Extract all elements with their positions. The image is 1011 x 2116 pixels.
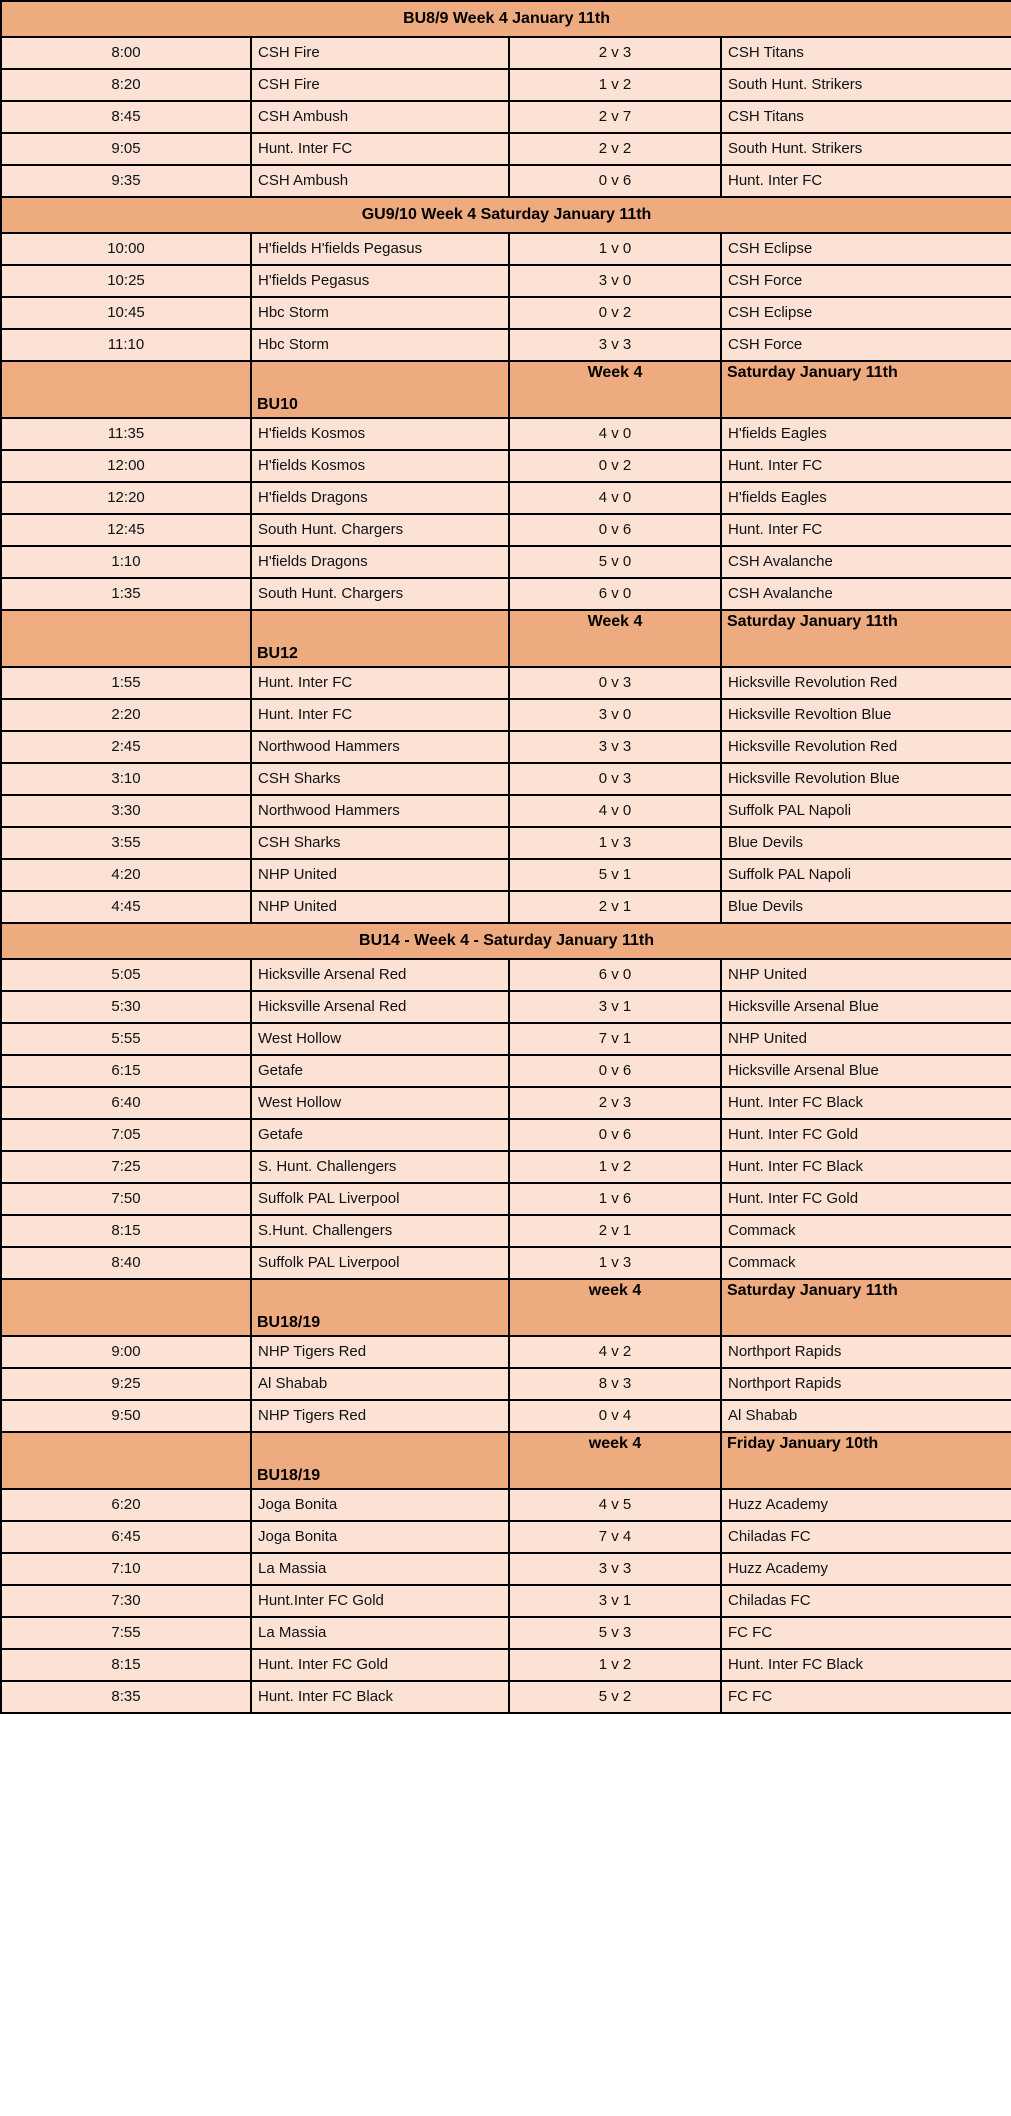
game-row [1,482,1011,514]
game-score: 4 v 5 [509,1489,721,1521]
game-row [1,763,1011,795]
game-time: 1:55 [1,667,251,699]
game-row [1,233,1011,265]
game-time: 7:25 [1,1151,251,1183]
game-score: 3 v 3 [509,329,721,361]
home-team: NHP United [251,891,509,923]
game-row [1,1585,1011,1617]
game-row [1,329,1011,361]
game-time: 8:35 [1,1681,251,1713]
game-row [1,731,1011,763]
game-row [1,1247,1011,1279]
away-team: CSH Eclipse [721,297,1011,329]
game-time: 4:45 [1,891,251,923]
section-header-date: Saturday January 11th [721,610,1011,667]
game-time: 9:05 [1,133,251,165]
home-team: CSH Sharks [251,763,509,795]
away-team: CSH Avalanche [721,546,1011,578]
game-row [1,1400,1011,1432]
home-team: S. Hunt. Challengers [251,1151,509,1183]
game-time: 8:15 [1,1215,251,1247]
game-time: 10:45 [1,297,251,329]
section-header-bu12 [1,610,1011,667]
away-team: Northport Rapids [721,1368,1011,1400]
game-row [1,297,1011,329]
away-team: Chiladas FC [721,1521,1011,1553]
away-team: Hunt. Inter FC Gold [721,1119,1011,1151]
game-score: 1 v 6 [509,1183,721,1215]
home-team: Hunt. Inter FC [251,133,509,165]
game-score: 1 v 2 [509,69,721,101]
away-team: FC FC [721,1681,1011,1713]
game-score: 3 v 3 [509,1553,721,1585]
game-time: 4:20 [1,859,251,891]
game-row [1,1617,1011,1649]
game-time: 1:35 [1,578,251,610]
game-time: 11:35 [1,418,251,450]
game-score: 2 v 7 [509,101,721,133]
game-score: 4 v 0 [509,795,721,827]
game-row [1,1368,1011,1400]
game-row [1,133,1011,165]
away-team: Huzz Academy [721,1489,1011,1521]
home-team: Getafe [251,1119,509,1151]
home-team: Hbc Storm [251,297,509,329]
game-score: 0 v 6 [509,165,721,197]
game-time: 6:40 [1,1087,251,1119]
game-time: 6:20 [1,1489,251,1521]
away-team: Commack [721,1215,1011,1247]
section-header-week: week 4 [509,1432,721,1489]
game-score: 6 v 0 [509,959,721,991]
game-time: 1:10 [1,546,251,578]
home-team: Al Shabab [251,1368,509,1400]
away-team: Hunt. Inter FC Black [721,1087,1011,1119]
game-row [1,1553,1011,1585]
game-time: 5:05 [1,959,251,991]
away-team: NHP United [721,959,1011,991]
home-team: Joga Bonita [251,1521,509,1553]
away-team: Hicksville Revolution Red [721,667,1011,699]
game-time: 12:20 [1,482,251,514]
game-time: 8:00 [1,37,251,69]
section-header-bu8-9 [1,1,1011,37]
away-team: Hunt. Inter FC [721,450,1011,482]
game-row [1,101,1011,133]
game-row [1,795,1011,827]
away-team: CSH Titans [721,37,1011,69]
away-team: Huzz Academy [721,1553,1011,1585]
game-time: 7:55 [1,1617,251,1649]
section-header-spacer [1,1432,251,1489]
home-team: H'fields H'fields Pegasus [251,233,509,265]
home-team: H'fields Pegasus [251,265,509,297]
game-row [1,1119,1011,1151]
section-header-title: BU14 - Week 4 - Saturday January 11th [1,923,1011,959]
game-row [1,1183,1011,1215]
home-team: Hunt. Inter FC [251,699,509,731]
home-team: H'fields Dragons [251,482,509,514]
game-score: 2 v 1 [509,891,721,923]
home-team: Hunt. Inter FC Gold [251,1649,509,1681]
game-score: 1 v 3 [509,1247,721,1279]
game-score: 2 v 1 [509,1215,721,1247]
home-team: CSH Fire [251,69,509,101]
game-row [1,450,1011,482]
section-header-title: BU8/9 Week 4 January 11th [1,1,1011,37]
game-row [1,1215,1011,1247]
game-score: 1 v 2 [509,1649,721,1681]
away-team: NHP United [721,1023,1011,1055]
away-team: Hicksville Revolution Red [721,731,1011,763]
section-header-gu9-10 [1,197,1011,233]
game-time: 7:50 [1,1183,251,1215]
away-team: H'fields Eagles [721,418,1011,450]
away-team: Northport Rapids [721,1336,1011,1368]
home-team: Hbc Storm [251,329,509,361]
game-score: 4 v 2 [509,1336,721,1368]
game-row [1,699,1011,731]
home-team: H'fields Dragons [251,546,509,578]
game-time: 8:15 [1,1649,251,1681]
game-score: 3 v 0 [509,265,721,297]
game-score: 2 v 3 [509,37,721,69]
away-team: Hicksville Revolution Blue [721,763,1011,795]
home-team: Hunt. Inter FC [251,667,509,699]
away-team: Hunt. Inter FC Black [721,1151,1011,1183]
section-header-group: BU10 [251,361,509,418]
home-team: Northwood Hammers [251,795,509,827]
home-team: Hunt.Inter FC Gold [251,1585,509,1617]
game-time: 6:45 [1,1521,251,1553]
game-row [1,69,1011,101]
game-row [1,667,1011,699]
away-team: CSH Avalanche [721,578,1011,610]
home-team: South Hunt. Chargers [251,514,509,546]
game-score: 0 v 3 [509,763,721,795]
section-header-bu10 [1,361,1011,418]
game-time: 7:10 [1,1553,251,1585]
home-team: CSH Ambush [251,165,509,197]
game-time: 3:30 [1,795,251,827]
game-time: 2:45 [1,731,251,763]
game-row [1,859,1011,891]
game-row [1,578,1011,610]
game-row [1,37,1011,69]
game-score: 4 v 0 [509,418,721,450]
section-header-week: week 4 [509,1279,721,1336]
away-team: H'fields Eagles [721,482,1011,514]
game-score: 1 v 2 [509,1151,721,1183]
game-score: 1 v 0 [509,233,721,265]
game-row [1,1649,1011,1681]
game-score: 1 v 3 [509,827,721,859]
game-score: 0 v 4 [509,1400,721,1432]
away-team: Hicksville Revoltion Blue [721,699,1011,731]
home-team: Hunt. Inter FC Black [251,1681,509,1713]
game-row [1,546,1011,578]
schedule-body [1,1,1011,1713]
game-row [1,1336,1011,1368]
game-score: 3 v 1 [509,991,721,1023]
game-time: 5:55 [1,1023,251,1055]
home-team: Northwood Hammers [251,731,509,763]
section-header-group: BU18/19 [251,1432,509,1489]
game-row [1,1681,1011,1713]
game-time: 9:25 [1,1368,251,1400]
section-header-title: GU9/10 Week 4 Saturday January 11th [1,197,1011,233]
game-time: 9:50 [1,1400,251,1432]
game-row [1,1055,1011,1087]
game-row [1,959,1011,991]
game-row [1,418,1011,450]
game-score: 2 v 2 [509,133,721,165]
game-score: 0 v 3 [509,667,721,699]
game-row [1,1023,1011,1055]
away-team: Hunt. Inter FC [721,165,1011,197]
section-header-spacer [1,610,251,667]
game-score: 3 v 0 [509,699,721,731]
section-header-bu18-19 [1,1432,1011,1489]
game-score: 4 v 0 [509,482,721,514]
game-score: 3 v 1 [509,1585,721,1617]
game-time: 8:45 [1,101,251,133]
game-time: 9:35 [1,165,251,197]
section-header-group: BU12 [251,610,509,667]
away-team: CSH Force [721,329,1011,361]
game-score: 8 v 3 [509,1368,721,1400]
away-team: Hunt. Inter FC [721,514,1011,546]
home-team: La Massia [251,1553,509,1585]
game-score: 0 v 2 [509,450,721,482]
away-team: Chiladas FC [721,1585,1011,1617]
home-team: H'fields Kosmos [251,450,509,482]
away-team: FC FC [721,1617,1011,1649]
game-score: 7 v 4 [509,1521,721,1553]
section-header-week: Week 4 [509,361,721,418]
section-header-spacer [1,361,251,418]
game-time: 10:00 [1,233,251,265]
away-team: CSH Force [721,265,1011,297]
game-score: 5 v 3 [509,1617,721,1649]
away-team: Suffolk PAL Napoli [721,795,1011,827]
home-team: CSH Sharks [251,827,509,859]
game-time: 2:20 [1,699,251,731]
away-team: Al Shabab [721,1400,1011,1432]
section-header-bu14 [1,923,1011,959]
section-header-date: Friday January 10th [721,1432,1011,1489]
home-team: CSH Fire [251,37,509,69]
game-score: 6 v 0 [509,578,721,610]
section-header-date: Saturday January 11th [721,361,1011,418]
home-team: Hicksville Arsenal Red [251,959,509,991]
home-team: South Hunt. Chargers [251,578,509,610]
away-team: South Hunt. Strikers [721,133,1011,165]
game-row [1,991,1011,1023]
section-header-group: BU18/19 [251,1279,509,1336]
section-header-spacer [1,1279,251,1336]
game-row [1,165,1011,197]
game-time: 3:10 [1,763,251,795]
away-team: Hicksville Arsenal Blue [721,991,1011,1023]
game-time: 3:55 [1,827,251,859]
game-time: 8:40 [1,1247,251,1279]
game-score: 0 v 2 [509,297,721,329]
game-time: 6:15 [1,1055,251,1087]
away-team: South Hunt. Strikers [721,69,1011,101]
home-team: NHP United [251,859,509,891]
away-team: CSH Eclipse [721,233,1011,265]
game-time: 8:20 [1,69,251,101]
home-team: Joga Bonita [251,1489,509,1521]
away-team: Hicksville Arsenal Blue [721,1055,1011,1087]
game-score: 5 v 1 [509,859,721,891]
game-time: 5:30 [1,991,251,1023]
game-score: 0 v 6 [509,1119,721,1151]
home-team: West Hollow [251,1087,509,1119]
home-team: CSH Ambush [251,101,509,133]
game-time: 9:00 [1,1336,251,1368]
away-team: CSH Titans [721,101,1011,133]
game-score: 0 v 6 [509,1055,721,1087]
away-team: Commack [721,1247,1011,1279]
away-team: Hunt. Inter FC Black [721,1649,1011,1681]
game-row [1,514,1011,546]
away-team: Blue Devils [721,827,1011,859]
game-row [1,1521,1011,1553]
home-team: NHP Tigers Red [251,1400,509,1432]
home-team: Hicksville Arsenal Red [251,991,509,1023]
game-row [1,1151,1011,1183]
home-team: La Massia [251,1617,509,1649]
game-score: 0 v 6 [509,514,721,546]
home-team: S.Hunt. Challengers [251,1215,509,1247]
home-team: Getafe [251,1055,509,1087]
game-score: 5 v 0 [509,546,721,578]
home-team: West Hollow [251,1023,509,1055]
game-time: 12:00 [1,450,251,482]
game-row [1,265,1011,297]
game-time: 11:10 [1,329,251,361]
game-score: 3 v 3 [509,731,721,763]
home-team: Suffolk PAL Liverpool [251,1183,509,1215]
game-row [1,1489,1011,1521]
game-time: 10:25 [1,265,251,297]
home-team: H'fields Kosmos [251,418,509,450]
game-time: 12:45 [1,514,251,546]
away-team: Hunt. Inter FC Gold [721,1183,1011,1215]
game-row [1,1087,1011,1119]
game-score: 2 v 3 [509,1087,721,1119]
section-header-week: Week 4 [509,610,721,667]
game-score: 7 v 1 [509,1023,721,1055]
game-time: 7:05 [1,1119,251,1151]
section-header-bu18-19 [1,1279,1011,1336]
away-team: Suffolk PAL Napoli [721,859,1011,891]
game-score: 5 v 2 [509,1681,721,1713]
game-row [1,827,1011,859]
home-team: Suffolk PAL Liverpool [251,1247,509,1279]
game-row [1,891,1011,923]
game-time: 7:30 [1,1585,251,1617]
section-header-date: Saturday January 11th [721,1279,1011,1336]
home-team: NHP Tigers Red [251,1336,509,1368]
away-team: Blue Devils [721,891,1011,923]
